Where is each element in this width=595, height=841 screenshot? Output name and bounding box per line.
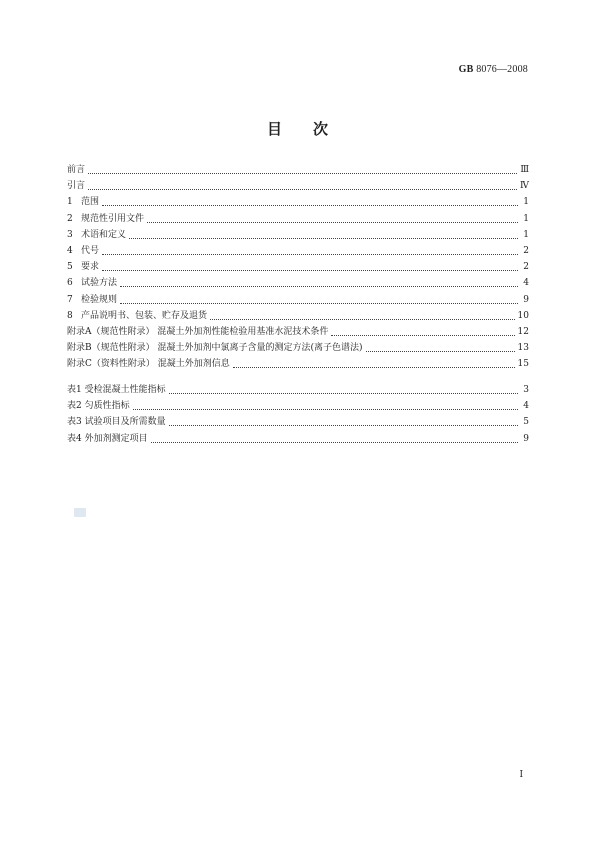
entry-label: 表4 外加剂测定项目 (67, 433, 148, 444)
table-entry[interactable] (67, 431, 529, 447)
toc-entry[interactable] (67, 324, 529, 340)
table-list (67, 382, 529, 447)
entry-page: 2 (523, 262, 529, 273)
dot-leader (210, 309, 515, 320)
entry-number: 8 (67, 310, 73, 321)
toc-entry[interactable] (67, 292, 529, 308)
entry-label: 产品说明书、包装、贮存及退货 (81, 310, 208, 321)
entry-page: 3 (523, 385, 529, 395)
toc-entry[interactable] (67, 275, 529, 291)
entry-number: 5 (67, 262, 73, 273)
entry-page: 9 (523, 433, 529, 444)
toc-list (67, 162, 529, 372)
entry-number: 6 (67, 278, 73, 289)
entry-number: 2 (67, 213, 73, 224)
entry-label: 表2 匀质性指标 (67, 401, 130, 412)
entry-page: 1 (523, 229, 529, 240)
toc-entry[interactable] (67, 227, 529, 243)
entry-label: 表1 受检混凝土性能指标 (67, 385, 166, 395)
entry-page: Ⅲ (520, 165, 529, 175)
entry-page: 12 (517, 326, 529, 337)
dot-leader (151, 432, 518, 443)
entry-label: 术语和定义 (81, 229, 127, 240)
entry-page: 2 (523, 245, 529, 256)
dot-leader (102, 195, 518, 206)
entry-page: 10 (517, 310, 529, 321)
entry-page: 4 (523, 401, 529, 412)
entry-number: 4 (67, 245, 73, 256)
watermark-stamp (74, 508, 86, 517)
entry-label: 规范性引用文件 (81, 213, 145, 224)
entry-label: 附录A（规范性附录） 混凝土外加剂性能检验用基准水泥技术条件 (67, 326, 329, 337)
page-number: Ⅰ (519, 770, 523, 780)
entry-label: 附录C（资料性附录） 混凝土外加剂信息 (67, 359, 230, 370)
entry-label: 要求 (81, 262, 100, 273)
standard-code (459, 64, 528, 75)
dot-leader (147, 212, 518, 223)
entry-page: 13 (517, 343, 529, 354)
entry-label: 范围 (81, 197, 100, 208)
dot-leader (331, 325, 514, 336)
dot-leader (233, 357, 515, 368)
entry-page: 4 (523, 278, 529, 289)
entry-label: 引言 (67, 181, 86, 192)
page-title (0, 118, 595, 139)
entry-label: 附录B（规范性附录） 混凝土外加剂中氯离子含量的测定方法(离子色谱法) (67, 343, 363, 354)
entry-number: 1 (67, 197, 73, 208)
entry-page: 5 (523, 417, 529, 428)
dot-leader (133, 399, 518, 410)
toc-entry[interactable] (67, 243, 529, 259)
table-entry[interactable] (67, 414, 529, 430)
dot-leader (366, 341, 515, 352)
entry-label: 试验方法 (81, 278, 118, 289)
entry-page: 9 (523, 294, 529, 305)
title-char-2: 次 (313, 120, 329, 138)
toc-entry[interactable] (67, 211, 529, 227)
dot-leader (169, 383, 518, 394)
dot-leader (169, 415, 518, 426)
entry-page: 15 (517, 359, 529, 370)
toc-entry[interactable] (67, 194, 529, 210)
entry-label: 前言 (67, 165, 86, 175)
toc-entry[interactable] (67, 356, 529, 372)
standard-prefix: GB (458, 64, 474, 75)
entry-page: 1 (523, 213, 529, 224)
entry-page: 1 (523, 197, 529, 208)
entry-number: 3 (67, 229, 73, 240)
toc-entry[interactable] (67, 178, 529, 194)
dot-leader (88, 163, 517, 174)
entry-number: 7 (67, 294, 73, 305)
dot-leader (102, 260, 518, 271)
title-char-1: 目 (266, 120, 282, 138)
dot-leader (120, 293, 518, 304)
entry-label: 代号 (81, 245, 100, 256)
dot-leader (129, 228, 518, 239)
entry-page: Ⅳ (520, 181, 529, 192)
dot-leader (88, 179, 517, 190)
entry-label: 表3 试验项目及所需数量 (67, 417, 166, 428)
standard-number: 8076—2008 (476, 64, 528, 75)
dot-leader (102, 244, 518, 255)
toc-entry[interactable] (67, 162, 529, 178)
toc-entry[interactable] (67, 308, 529, 324)
table-entry[interactable] (67, 382, 529, 398)
table-entry[interactable] (67, 398, 529, 414)
entry-label: 检验规则 (81, 294, 118, 305)
toc-entry[interactable] (67, 340, 529, 356)
toc-entry[interactable] (67, 259, 529, 275)
dot-leader (120, 276, 518, 287)
